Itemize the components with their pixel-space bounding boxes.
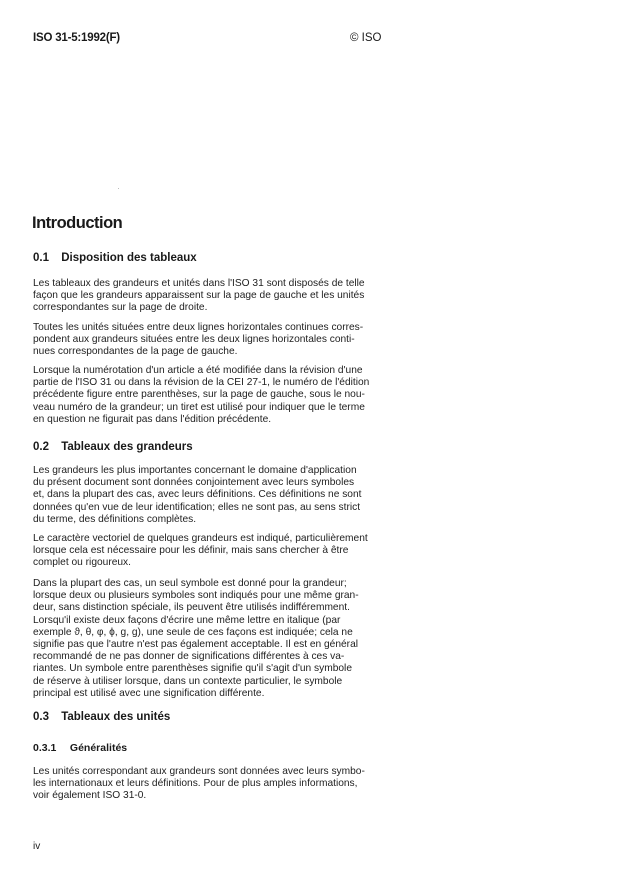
section-heading-0-1 [33, 252, 197, 264]
section-title: Disposition des tableaux [61, 252, 197, 264]
text-line: Les unités correspondant aux grandeurs sont données avec leurs symbo- [33, 766, 365, 777]
text-line: deur, sans distinction spéciale, ils peuvent être utilisés indifféremment. [33, 602, 350, 614]
text-line: Toutes les unités situées entre deux lignes horizontales continues corres- [33, 322, 364, 333]
text-line: lorsque cela est nécessaire pour les définir, mais sans chercher à être [33, 545, 349, 557]
text-line: Les grandeurs les plus importantes concernant le domaine d'application [33, 465, 357, 476]
paragraph-0-2-a [33, 465, 379, 526]
text-line: voir également ISO 31-0. [33, 790, 147, 802]
paragraph-0-2-c [33, 578, 379, 700]
scan-speck [118, 188, 119, 189]
text-line: exemple ϑ, θ, φ, ϕ, g, g), une seule de ces façons est indiquée; cela ne [33, 626, 353, 638]
page-header-copyright: © ISO [350, 32, 382, 44]
text-line: complet ou rigoureux. [33, 557, 131, 569]
text-line: du présent document sont données conjointement avec leurs symboles [33, 477, 355, 489]
text-line: les internationaux et leurs définitions. Pour de plus amples informations, [33, 778, 358, 790]
subsection-title: Généralités [69, 742, 128, 754]
text-line: riantes. Un symbole entre parenthèses signifie qu'il s'agit d'un symbole [33, 663, 352, 675]
subsection-heading-0-3-1 [33, 742, 127, 754]
text-line: pondent aux grandeurs situées entre les deux lignes horizontales conti- [33, 334, 355, 346]
page-number: iv [33, 841, 41, 852]
text-line: Le caractère vectoriel de quelques grandeurs est indiqué, particulièrement [33, 533, 368, 544]
section-heading-0-2 [33, 441, 193, 453]
section-title: Tableaux des grandeurs [61, 441, 193, 453]
section-number: 0.2 [33, 441, 49, 453]
paragraph-0-1-a [33, 278, 379, 315]
text-line: en question ne figurait pas dans l'édition précédente. [33, 413, 272, 425]
text-line: nues correspondantes de la page de gauche. [33, 346, 238, 358]
paragraph-0-1-b [33, 322, 379, 359]
text-line: recommandé de ne pas donner de significations différentes à ces va- [33, 651, 345, 663]
text-line: veau numéro de la grandeur; un tiret est utilisé pour indiquer que le terme [33, 401, 365, 413]
paragraph-0-3-1-a [33, 766, 379, 803]
text-line: lorsque deux ou plusieurs symboles sont indiqués pour une même gran- [33, 590, 359, 602]
text-line: Les tableaux des grandeurs et unités dans l'ISO 31 sont disposés de telle [33, 278, 365, 289]
text-line: du terme, des définitions complètes. [33, 513, 197, 525]
section-number: 0.1 [33, 252, 49, 264]
subsection-number: 0.3.1 [33, 742, 57, 754]
text-line: partie de l'ISO 31 ou dans la révision de la CEI 27-1, le numéro de l'édition [33, 377, 370, 389]
text-line: correspondantes sur la page de droite. [33, 302, 208, 314]
text-line: données qu'en vue de leur identification; elles ne sont pas, au sens strict [33, 501, 361, 513]
page-header-docid: ISO 31-5:1992(F) [33, 32, 120, 44]
text-line: Lorsque la numérotation d'un article a été modifiée dans la révision d'une [33, 365, 363, 376]
text-line: Lorsqu'il existe deux façons d'écrire une même lettre en italique (par [33, 614, 341, 626]
paragraph-0-2-b [33, 533, 379, 570]
text-line: et, dans la plupart des cas, avec leurs définitions. Ces définitions ne sont [33, 489, 362, 501]
text-line: précédente figure entre parenthèses, sur la page de gauche, sous le nou- [33, 389, 365, 401]
text-line: façon que les grandeurs apparaissent sur la page de gauche et les unités [33, 290, 365, 302]
text-line: Dans la plupart des cas, un seul symbole est donné pour la grandeur; [33, 578, 347, 589]
paragraph-0-1-c [33, 365, 379, 426]
text-line: de réserve à utiliser lorsque, dans un contexte particulier, le symbole [33, 675, 343, 687]
section-heading-0-3 [33, 711, 170, 723]
section-number: 0.3 [33, 711, 49, 723]
page-title: Introduction [32, 214, 123, 232]
section-title: Tableaux des unités [61, 711, 171, 723]
text-line: signifie pas que l'autre n'est pas également acceptable. Il est en général [33, 639, 359, 651]
text-line: principal est utilisé avec une signification différente. [33, 687, 265, 699]
